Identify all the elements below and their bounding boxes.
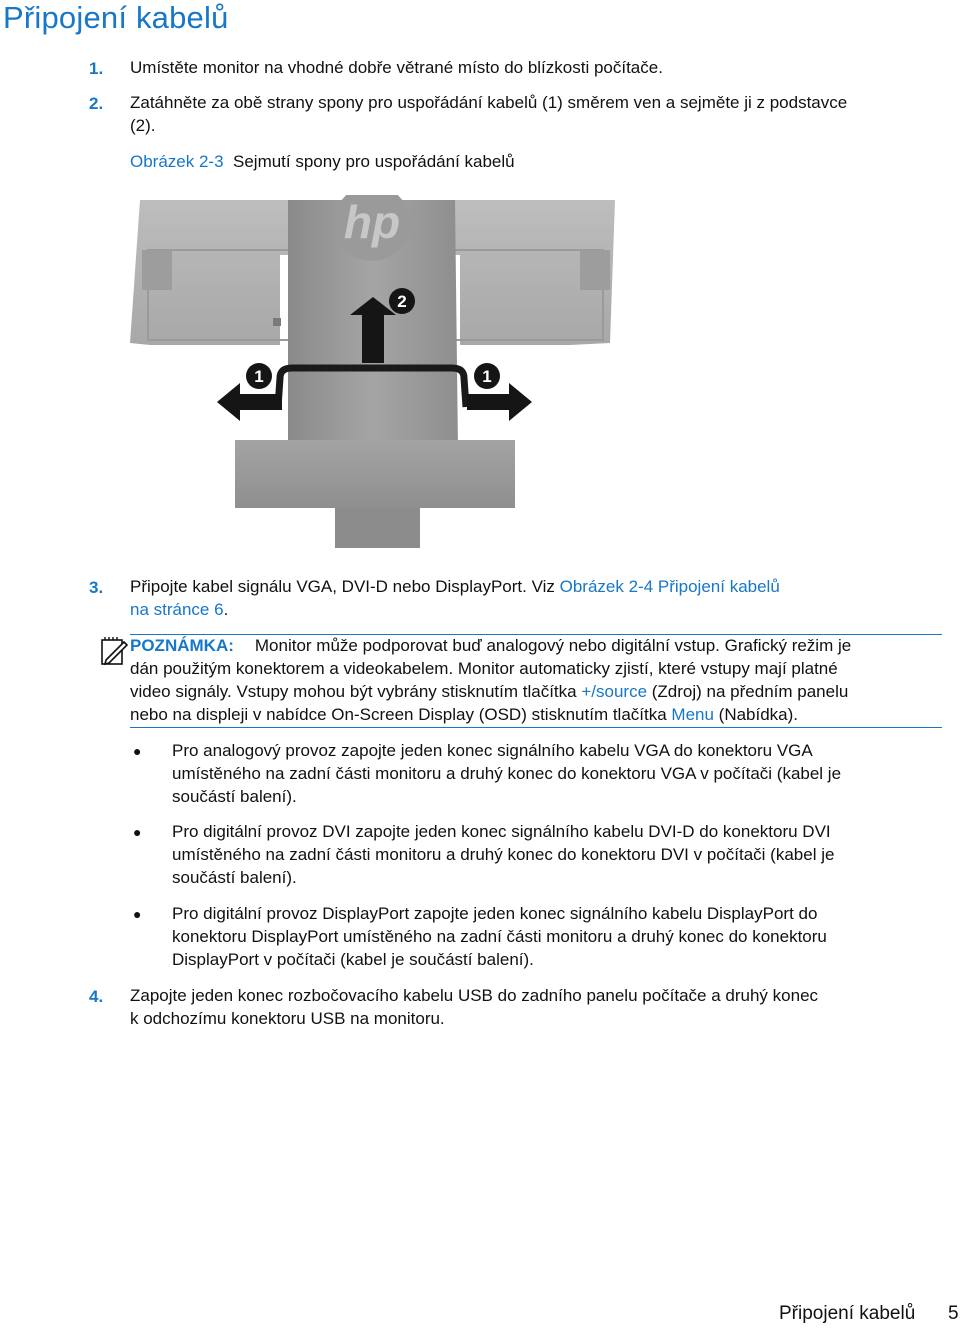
note-text-4a: nebo na displeji v nabídce On-Screen Display (OSD) stisknutím tlačítka [130,705,672,724]
note-text-1: Monitor může podporovat buď analogový nebo digitální vstup. Grafický režim je [254,636,852,655]
note-text-4b: (Nabídka). [713,705,799,724]
arrow-left-icon [217,383,282,421]
bullet-1-line2: umístěného na zadní části monitoru a druhý konec do konektoru VGA v počítači (kabel je [172,764,842,783]
callout-1-left-text: 1 [254,367,264,386]
bullet-3-line2: konektoru DisplayPort umístěného na zadní části monitoru a druhý konec do konektoru [172,927,827,946]
bullet-3-line3: DisplayPort v počítači (kabel je součástí balení). [172,950,534,969]
bullet-3-line1: Pro digitální provoz DisplayPort zapojte jeden konec signálního kabelu DisplayPort do [172,904,818,923]
arrow-right-icon [467,383,532,421]
note-line-3 [130,680,848,703]
step-2-text-line2: (2). [130,116,156,135]
cable-clip-removal-illustration [130,195,620,550]
callout-1-right-text: 1 [482,367,492,386]
bullet-1-line1: Pro analogový provoz zapojte jeden konec signálního kabelu VGA do konektoru VGA [172,741,813,760]
bullet-2-glyph: ● [133,824,142,840]
note-line-1 [130,634,851,657]
figure-caption-text: Sejmutí spony pro uspořádání kabelů [233,152,515,171]
step-3-number: 3. [89,578,104,597]
footer-page-number: 5 [948,1303,959,1324]
step-4-number: 4. [89,987,104,1006]
step-1-number: 1. [89,59,104,78]
note-bottom-rule [130,727,942,728]
note-text-3a: video signály. Vstupy mohou být vybrány stisknutím tlačítka [130,682,582,701]
step-4-text-line2: k odchozímu konektoru USB na monitoru. [130,1009,445,1028]
step-2-text-line1: Zatáhněte za obě strany spony pro uspořádání kabelů (1) směrem ven a sejměte ji z podstavce [130,93,848,112]
page-title: Připojení kabelů [3,0,229,35]
panel-screw-hole [273,318,281,326]
step-2-number: 2. [89,94,104,113]
bullet-1-line3: součástí balení). [172,787,297,806]
bullet-2-line2: umístěného na zadní části monitoru a druhý konec do konektoru DVI v počítači (kabel je [172,845,835,864]
vent-slots-right [580,250,610,290]
step-3-text-prefix: Připojte kabel signálu VGA, DVI-D nebo DisplayPort. Viz [130,577,560,596]
figure-caption-label: Obrázek 2-3 [130,152,224,171]
bullet-2-line1: Pro digitální provoz DVI zapojte jeden konec signálního kabelu DVI-D do konektoru DVI [172,822,831,841]
note-text-3b: (Zdroj) na předním panelu [647,682,849,701]
step-3-text-line1 [130,575,780,598]
note-line-4 [130,703,798,726]
hp-logo-text: hp [343,196,401,248]
bullet-2-line3: součástí balení). [172,868,297,887]
figure-2-4-link[interactable]: Obrázek 2-4 Připojení kabelů [559,577,780,596]
figure-caption [130,150,515,173]
source-button-ref: +/source [581,682,648,701]
menu-button-ref: Menu [671,705,714,724]
stand-base [235,440,515,508]
footer-section-title: Připojení kabelů [779,1303,916,1324]
bullet-3-glyph: ● [133,906,142,922]
step-1-text: Umístěte monitor na vhodné dobře větrané místo do blízkosti počítače. [130,58,663,77]
step-3-period: . [223,600,229,619]
note-label: POZNÁMKA: [130,636,234,655]
note-line-2: dán použitým konektorem a videokabelem. Monitor automaticky zjistí, které vstupy mají platné [130,659,838,678]
step-3-text-line2 [130,598,228,621]
page-6-link[interactable]: na stránce 6 [130,600,224,619]
bullet-1-glyph: ● [133,743,142,759]
note-pencil-icon [100,636,128,666]
step-4-text-line1: Zapojte jeden konec rozbočovacího kabelu USB do zadního panelu počítače a druhý konec [130,986,819,1005]
base-foot [335,508,420,548]
callout-2-text: 2 [397,292,407,311]
vent-slots-left [142,250,172,290]
